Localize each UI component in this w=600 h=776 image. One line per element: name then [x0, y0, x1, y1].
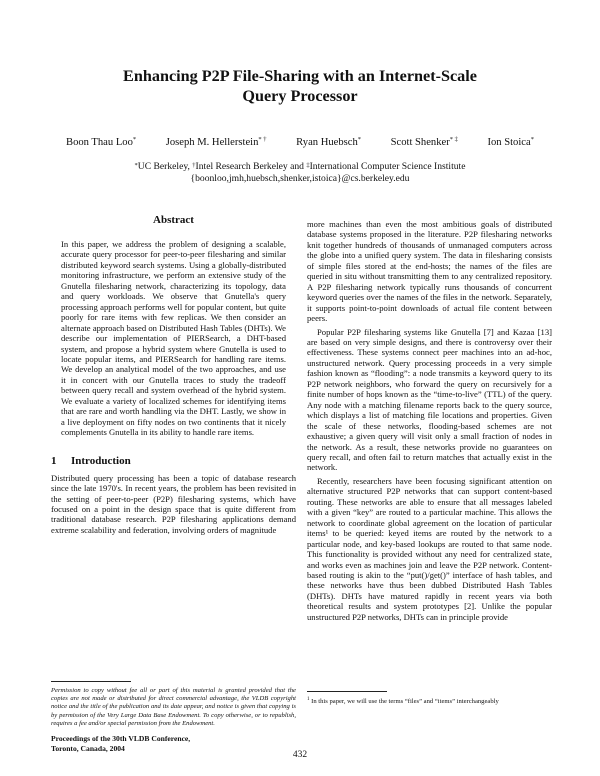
right-column: [307, 219, 552, 622]
left-column: [51, 213, 296, 535]
footnote-1: $^1$ In this paper, we will use the terms “files” and “items” interchangeably: [307, 697, 499, 706]
permission-notice: Permission to copy without fee all or part of this material is granted provided that the copies are not made or distributed for direct commercial advantage, the VLDB copyright notice and the title of the publication and its date appear, and notice is given that copying is by permission of the Very Large Data Base Endowment. To copy otherwise, or to republish, requires a fee and/or special permission from the Endowment.: [51, 687, 296, 727]
permission-footer: [51, 681, 296, 753]
footnote-area: [307, 691, 552, 706]
title-line-1: Enhancing P2P File-Sharing with an Internet-Scale: [123, 67, 477, 85]
author: Scott Shenker* ‡: [390, 136, 458, 148]
proceedings-info: Proceedings of the 30th VLDB Conference, Toronto, Canada, 2004: [51, 734, 191, 753]
author-list: [40, 137, 560, 148]
author: Joseph M. Hellerstein* †: [165, 136, 267, 148]
affiliations: [60, 161, 540, 185]
author: Boon Thau Loo*: [66, 136, 137, 148]
body-paragraph: Popular P2P filesharing systems like Gnutella [7] and Kazaa [13] are based on very simple designs, and there is controversy over their effectiveness. These systems connect peer machines into an ad-hoc, unstructured network. Query processing proceeds in a very simple fashion known as “flooding”: a node transmits a keyword query to its P2P network neighbors, who forward the query on recursively for a finite number of hops known as the “time-to-live” (TTL) of the query. Any node with a matching filename reports back to the query source, which displays a list of matching file locations and properties. Given the scale of these networks, flooding-based schemes are not exhaustive; a given query will visit only a small fraction of nodes in the network. As a result, these networks provide no guarantees on query recall, and often fail to return matches that actually exist in the network.: [307, 326, 552, 473]
author: Ion Stoica*: [487, 136, 534, 148]
page-number: 432: [292, 750, 308, 760]
intro-paragraph: Distributed query processing has been a topic of database research since the late 1970's. In recent years, the problem has been revisited in the setting of peer-to-peer (P2P) filesharing systems, which have focused on a point in the design space that is quite different from traditional database research. P2P filesharing applications demand extreme scalability and federation, involving orders of magnitude: [51, 472, 296, 535]
author: Ryan Huebsch*: [296, 136, 362, 148]
author-emails: {boonloo,jmh,huebsch,shenker,istoica}@cs.berkeley.edu: [190, 173, 410, 184]
abstract-text: In this paper, we address the problem of designing a scalable, accurate query processor for peer-to-peer filesharing and similar distributed keyword search systems. Using a globally-distributed monitoring infrastructure, we perform an extensive study of the Gnutella filesharing network, characterizing its topology, data and query workloads. We observe that Gnutella's query processing approach performs well for popular content, but quite poorly for rare items with few replicas. We then consider an alternate approach based on Distributed Hash Tables (DHTs). We describe our implementation of PIERSearch, a DHT-based system, and propose a hybrid system where Gnutella is used to locate popular items, and PIERSearch for handling rare items. We develop an analytical model of the two approaches, and use it in concert with our Gnutella traces to study the tradeoff between query recall and system overhead of the hybrid system. We evaluate a variety of localized schemes for identifying items that are rare and worth handling via the DHT. Lastly, we show in a live deployment on fifty nodes on two continents that it nicely complements Gnutella in its ability to handle rare items.: [61, 239, 286, 438]
paper-title: [60, 66, 540, 106]
title-line-2: Query Processor: [242, 87, 358, 105]
footnote-divider: [307, 691, 387, 692]
affiliation-line: *UC Berkeley, †Intel Research Berkeley and ‡International Computer Science Institute: [134, 161, 466, 172]
body-paragraph: more machines than even the most ambitious goals of distributed database systems proposed in the literature. P2P filesharing networks knit together hundreds of thousands of unmanaged computers across the globe into a unified query system. The data in filesharing consists of simple files stored at the end-hosts; the names of the files are queried in situ without transmitting them to any centralized repository. A P2P filesharing network typically runs thousands of concurrent keyword queries over the names of the files in the network. Separately, it supports point-to-point downloads of actual file content between peers.: [307, 219, 552, 324]
footnote-divider: [51, 681, 131, 682]
section-heading-introduction: 1 Introduction: [51, 454, 131, 467]
body-paragraph: Recently, researchers have been focusing significant attention on alternative structured P2P networks that can support content-based routing. These networks are able to ensure that all messages labeled with a given “key” are routed to a particular machine. This allows the network to coordinate global agreement on the location of particular items¹ to be queried: keyed items are routed by the network to a particular node, and key-based lookups are routed to that same node. This functionality is provided without any need for centralized state, and works even as machines join and leave the P2P network. Content-based routing is akin to the “put()/get()” interface of hash tables, and these networks have thus been dubbed Distributed Hash Tables (DHTs). DHTs have matured rapidly in recent years via both theoretical results and system prototypes [2]. Unlike the popular unstructured P2P networks, DHTs can in principle provide: [307, 475, 552, 622]
abstract-heading: Abstract: [153, 214, 194, 226]
